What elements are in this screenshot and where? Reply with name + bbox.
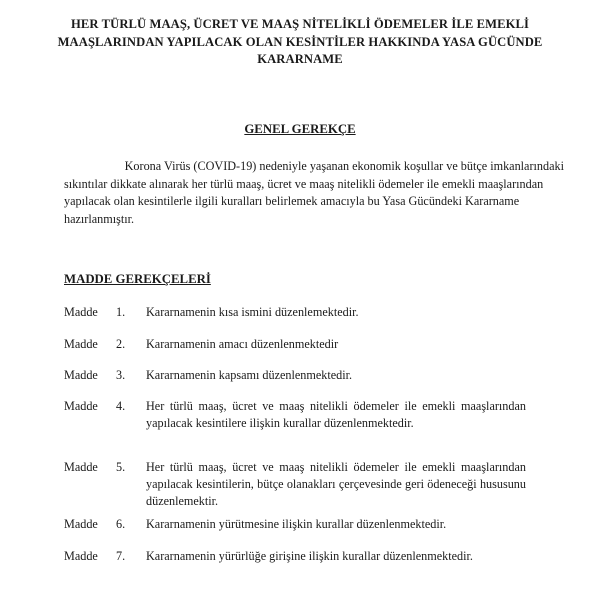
- article-text: [146, 548, 526, 565]
- article-number: 3.: [116, 368, 126, 382]
- article-line: yapılacak kesintilere ilişkin kurallar düzenlenmektedir.: [146, 416, 414, 431]
- intro-paragraph: [64, 158, 564, 228]
- title-line: MAAŞLARINDAN YAPILACAK OLAN KESİNTİLER HAKKINDA YASA GÜCÜNDE: [57, 34, 543, 49]
- article-word: Madde: [64, 399, 98, 413]
- article-word: Madde: [64, 549, 98, 563]
- article-line: Her türlü maaş, ücret ve maaş nitelikli ödemeler ile emekli maaşlarından: [146, 399, 526, 413]
- article-text: [146, 304, 526, 321]
- document-title: [50, 16, 550, 69]
- title-line: KARARNAME: [257, 52, 343, 66]
- article-line: düzenlemektir.: [146, 494, 219, 509]
- article-word: Madde: [64, 460, 98, 474]
- intro-line: hazırlanmıştır.: [64, 211, 135, 226]
- article-number: 2.: [116, 337, 126, 351]
- article-word: Madde: [64, 337, 98, 351]
- articles-heading: MADDE GEREKÇELERİ: [64, 272, 211, 286]
- intro-line: Korona Virüs (COVID-19) nedeniyle yaşanan ekonomik koşullar ve bütçe imkanlarındaki: [124, 159, 564, 173]
- article-number: 6.: [116, 517, 126, 531]
- article-number: 5.: [116, 460, 126, 474]
- intro-line: yapılacak olan kesintilerle ilgili kuralları belirlemek amacıyla bu Yasa Gücündeki Kararname: [64, 194, 520, 209]
- intro-line: sıkıntılar dikkate alınarak her türlü maaş, ücret ve maaş nitelikli ödemeler ile emekli maaşlarından: [64, 176, 544, 191]
- article-line: Kararnamenin yürütmesine ilişkin kurallar düzenlenmektedir.: [146, 517, 447, 531]
- article-word: Madde: [64, 517, 98, 531]
- article-line: Kararnamenin yürürlüğe girişine ilişkin kurallar düzenlenmektedir.: [146, 549, 473, 563]
- article-number: 1.: [116, 305, 126, 319]
- article-word: Madde: [64, 368, 98, 382]
- article-number: 7.: [116, 549, 126, 563]
- article-number: 4.: [116, 399, 126, 413]
- general-heading: GENEL GEREKÇE: [244, 122, 356, 136]
- article-text: [146, 398, 526, 432]
- article-line: Kararnamenin amacı düzenlenmektedir: [146, 337, 339, 351]
- article-text: [146, 459, 526, 511]
- article-text: [146, 367, 526, 384]
- article-text: [146, 336, 526, 353]
- article-line: Kararnamenin kapsamı düzenlenmektedir.: [146, 368, 353, 382]
- article-line: yapılacak kesintilerin, bütçe olanakları çerçevesinde geri ödeneceği hususunu: [146, 477, 526, 492]
- title-line: HER TÜRLÜ MAAŞ, ÜCRET VE MAAŞ NİTELİKLİ ÖDEMELER İLE EMEKLİ: [71, 17, 529, 31]
- article-line: Kararnamenin kısa ismini düzenlemektedir.: [146, 305, 359, 319]
- article-word: Madde: [64, 305, 98, 319]
- article-line: Her türlü maaş, ücret ve maaş nitelikli ödemeler ile emekli maaşlarından: [146, 460, 526, 474]
- article-text: [146, 516, 526, 533]
